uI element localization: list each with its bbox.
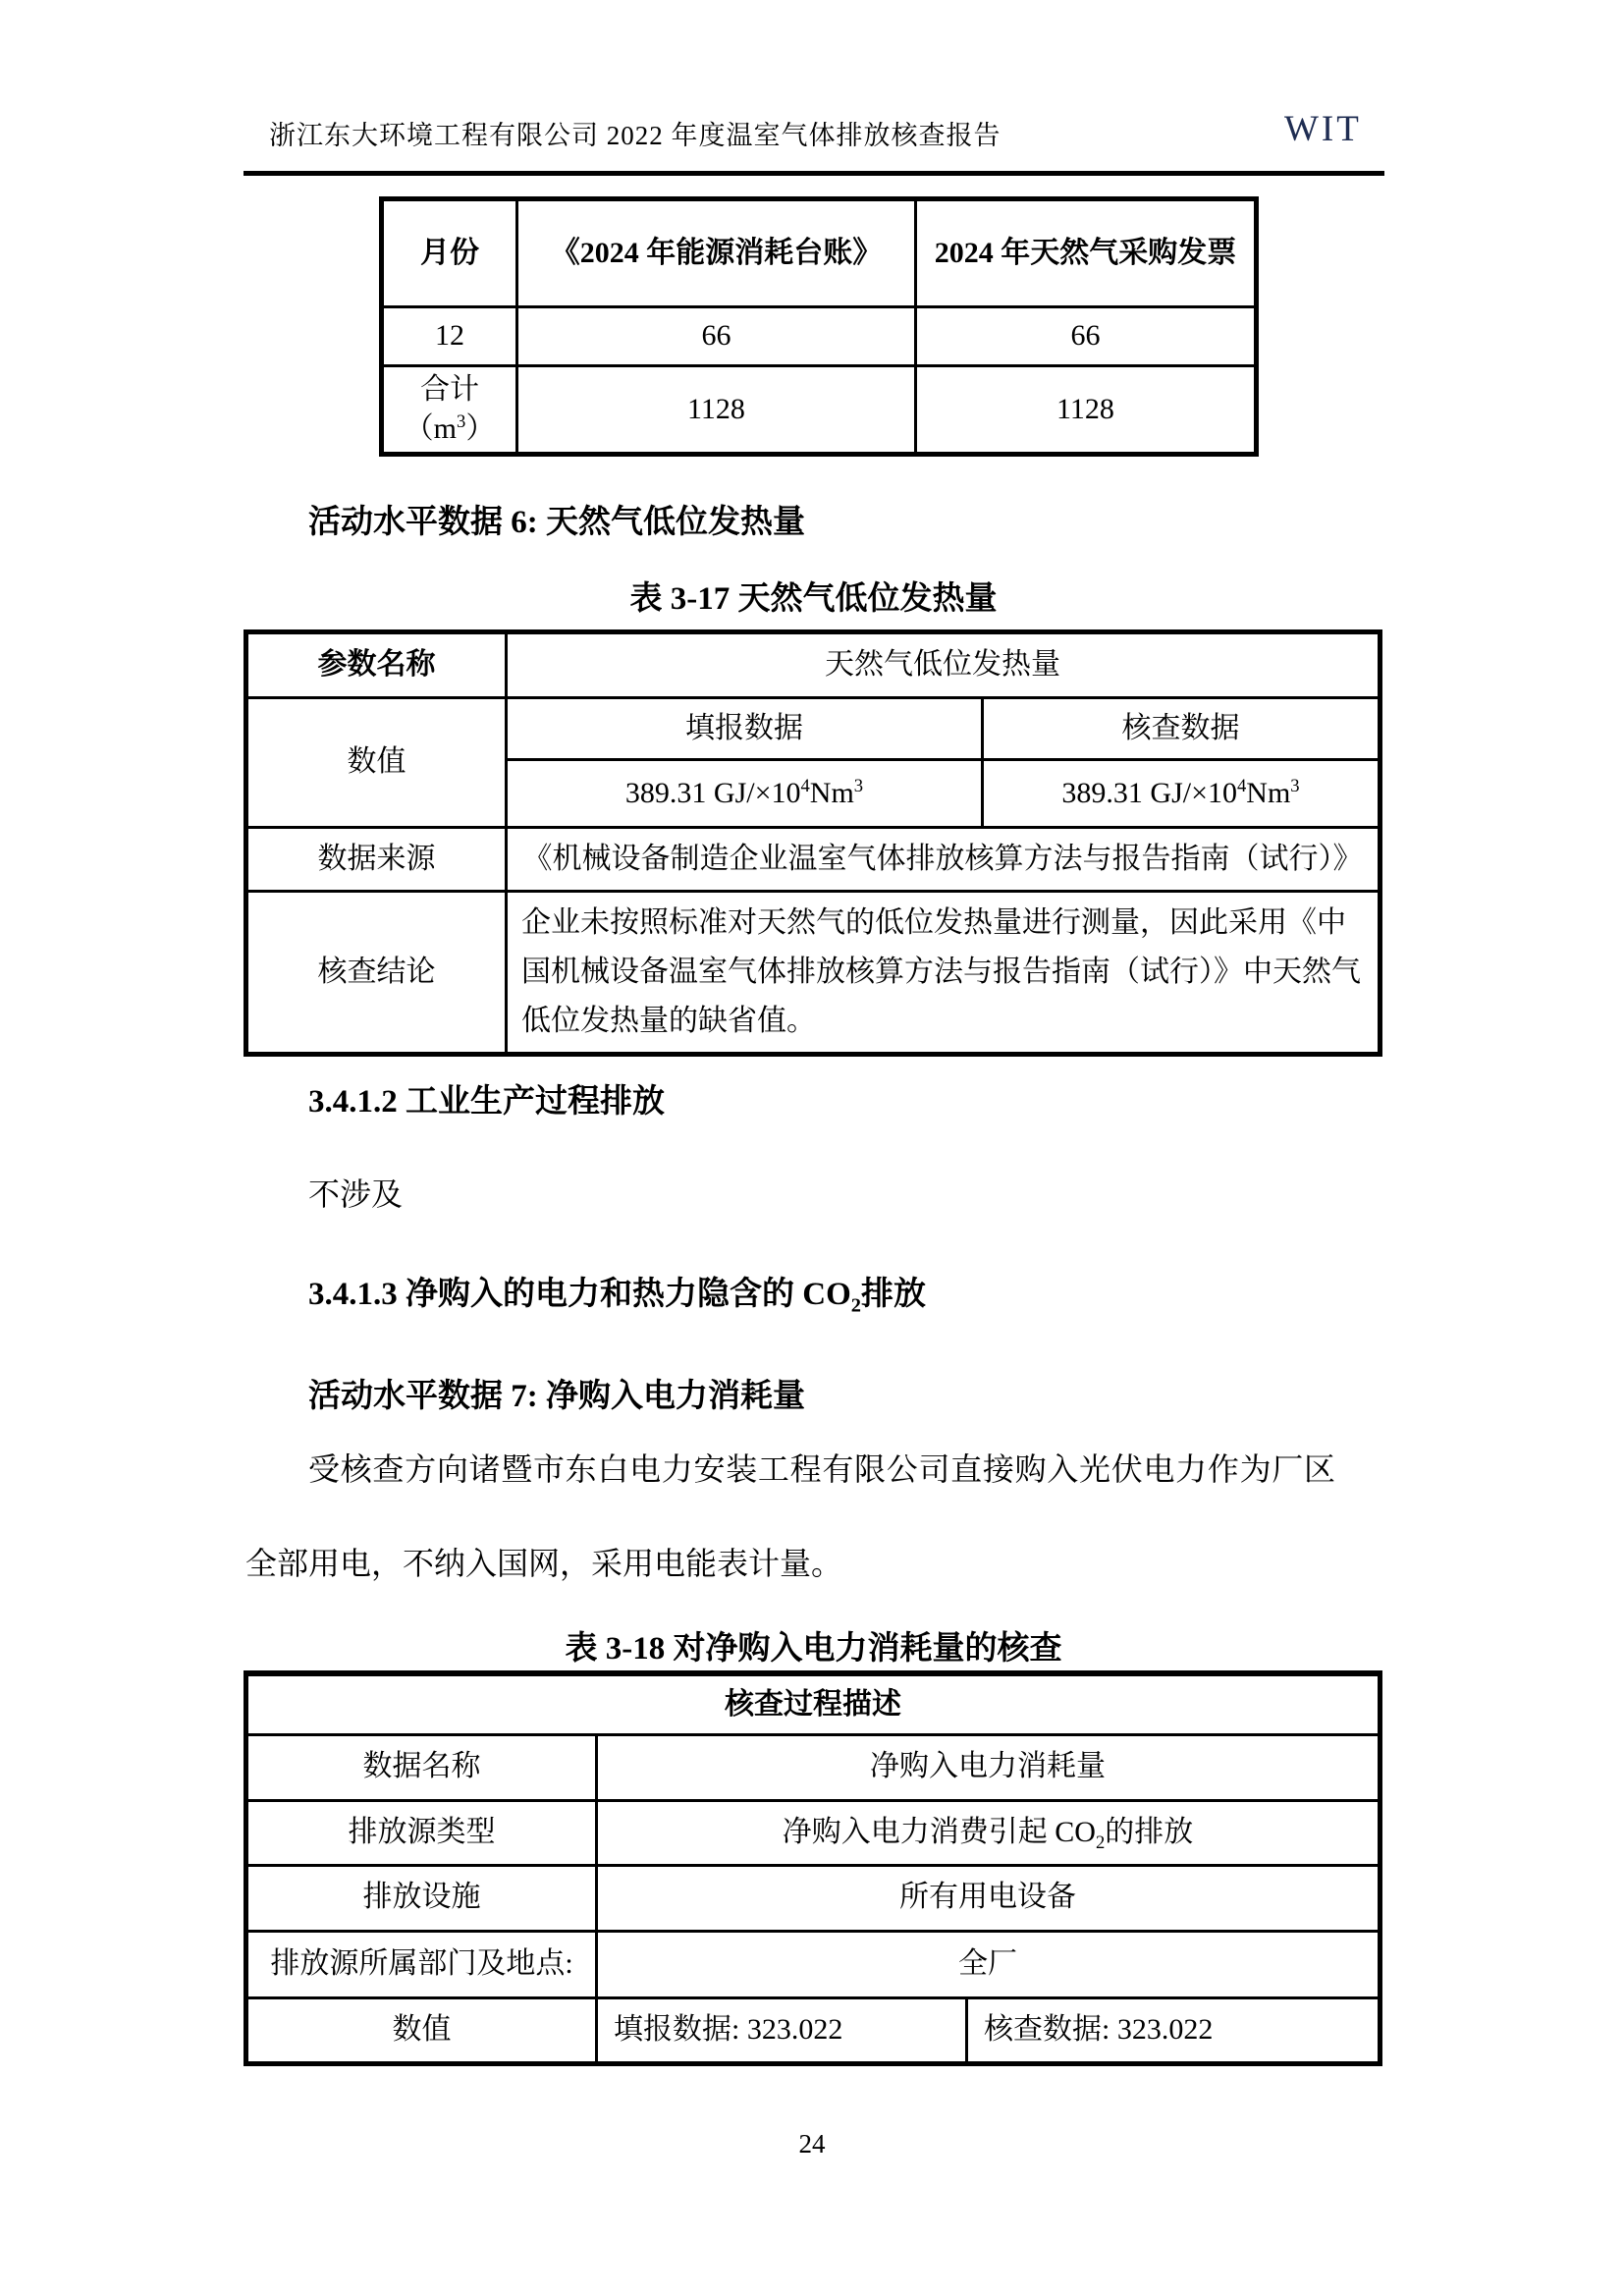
- data-name-label: 数据名称: [246, 1734, 597, 1800]
- table-total-row: [382, 366, 1257, 455]
- verified-value-cell: 389.31 $GJ/\times 10^4Nm^3$: [983, 760, 1380, 828]
- data-name-row: [246, 1734, 1380, 1800]
- department-location-value: 全厂: [597, 1931, 1380, 1997]
- col-header-invoice: 2024 年天然气采购发票: [916, 199, 1257, 307]
- table-row: [382, 307, 1257, 366]
- numeric-value-row: [246, 1997, 1380, 2063]
- reported-323-cell: 填报数据: 323.022: [597, 1997, 967, 2063]
- table-3-17-caption: 表 3-17 天然气低位发热量: [629, 581, 998, 617]
- table-header-row: [382, 199, 1257, 307]
- emission-facility-value: 所有用电设备: [597, 1865, 1380, 1931]
- activity-data-6-heading: 活动水平数据 6: 天然气低位发热量: [308, 505, 805, 540]
- numeric-value-label: 数值: [246, 1997, 597, 2063]
- value-label: 数值: [246, 698, 507, 828]
- conclusion-row: [246, 892, 1380, 1055]
- table-3-17: [244, 629, 1382, 1057]
- table-3-18-caption: 表 3-18 对净购入电力消耗量的核查: [565, 1631, 1062, 1667]
- section-3412-heading: 3.4.1.2 工业生产过程排放: [308, 1084, 665, 1120]
- param-name-label: 参数名称: [246, 632, 507, 698]
- body-paragraph: 受核查方向诸暨市东白电力安装工程有限公司直接购入光伏电力作为厂区全部用电，不纳入国网，采用电能表计量。: [245, 1451, 1335, 1581]
- emission-facility-row: [246, 1865, 1380, 1931]
- department-location-row: [246, 1931, 1380, 1997]
- process-header: 核查过程描述: [246, 1673, 1380, 1734]
- total-label-cell: 合计 $(m^3)$: [382, 366, 517, 455]
- conclusion-value: 企业未按照标准对天然气的低位发热量进行测量，因此采用《中国机械设备温室气体排放核算方法与报告指南（试行）》中天然气低位发热量的缺省值。: [507, 892, 1380, 1055]
- total-invoice-cell: 1128: [916, 366, 1257, 455]
- param-name-value: 天然气低位发热量: [507, 632, 1380, 698]
- gas-consumption-table: [379, 196, 1259, 457]
- month-cell: 12: [382, 307, 517, 366]
- emission-source-type-row: [246, 1800, 1380, 1865]
- invoice-value-cell: 66: [916, 307, 1257, 366]
- emission-source-type-label: 排放源类型: [246, 1800, 597, 1865]
- process-header-row: [246, 1673, 1380, 1734]
- not-involved-text: 不涉及: [308, 1176, 404, 1212]
- department-location-label: 排放源所属部门及地点:: [246, 1931, 597, 1997]
- conclusion-label: 核查结论: [246, 892, 507, 1055]
- ledger-value-cell: 66: [517, 307, 916, 366]
- reported-value-cell: 389.31 $GJ/\times 10^4Nm^3$: [507, 760, 983, 828]
- data-source-value: 《机械设备制造企业温室气体排放核算方法与报告指南（试行）》: [507, 828, 1380, 892]
- data-source-row: [246, 828, 1380, 892]
- table-3-18: [244, 1670, 1382, 2066]
- reported-data-label: 填报数据: [507, 698, 983, 760]
- col-header-ledger: 《2024 年能源消耗台账》: [517, 199, 916, 307]
- value-subheader-row: [246, 698, 1380, 760]
- data-name-value: 净购入电力消耗量: [597, 1734, 1380, 1800]
- col-header-month: 月份: [382, 199, 517, 307]
- activity-data-7-heading: 活动水平数据 7: 净购入电力消耗量: [308, 1379, 805, 1414]
- verified-323-cell: 核查数据: 323.022: [967, 1997, 1380, 2063]
- page-header-title: 浙江东大环境工程有限公司 2022 年度温室气体排放核查报告: [269, 121, 1001, 150]
- page-number: 24: [798, 2129, 826, 2159]
- param-name-row: [246, 632, 1380, 698]
- total-ledger-cell: 1128: [517, 366, 916, 455]
- header-rule: [244, 171, 1384, 176]
- section-3413-heading: 3.4.1.3 净购入的电力和热力隐含的 $CO_2$排放: [308, 1277, 926, 1317]
- wit-logo: WIT: [1284, 109, 1362, 149]
- emission-facility-label: 排放设施: [246, 1865, 597, 1931]
- emission-source-type-value: 净购入电力消费引起 $CO_2$的排放: [597, 1800, 1380, 1865]
- data-source-label: 数据来源: [246, 828, 507, 892]
- verified-data-label: 核查数据: [983, 698, 1380, 760]
